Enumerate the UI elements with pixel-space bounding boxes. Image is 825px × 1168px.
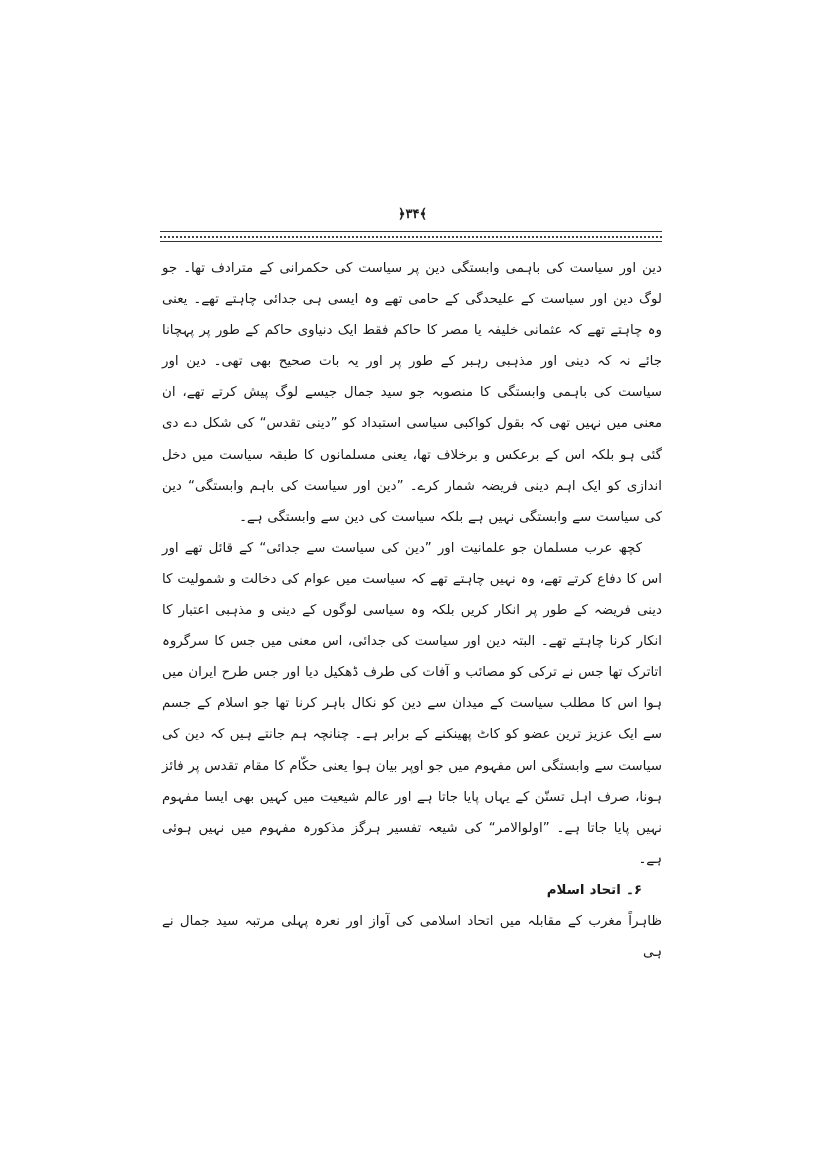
header-rule-dotted xyxy=(160,236,662,238)
section-heading: ۶۔ اتحاد اسلام xyxy=(546,882,642,898)
paragraph-1: دین اور سیاست کی باہمی وابستگی دین پر سیاست کی حکمرانی کے مترادف تھا۔ جو لوگ دین اور سیاست کے علیحدگی کے حامی تھے وہ ایسی ہی جدائی چاہتے تھے۔ یعنی وہ چاہتے تھے کہ عثمانی خلیفہ یا مصر کا حاکم فقط ایک دنیاوی حاکم کے طور پر پہچانا جائے نہ کہ دینی اور مذہبی رہبر کے طور پر اور یہ بات صحیح بھی تھی۔ دین اور سیاست کی باہمی وابستگی کا منصوبہ جو سید جمال جیسے لوگ پیش کرتے تھے، ان معنی میں نہیں تھی کہ بقول کواکبی سیاسی استبداد کو ”دینی تقدس“ کی شکل دے دی گئی ہو بلکہ اس کے برعکس و برخلاف تھا، یعنی مسلمانوں کا طبقہ سیاست میں دخل اندازی کو ایک اہم دینی فریضہ شمار کرے۔ ”دین اور سیاست کی باہم وابستگی“ دین کی سیاست سے وابستگی نہیں ہے بلکہ سیاست کی دین سے وابستگی ہے۔ xyxy=(162,261,662,525)
page-number: ﴾۳۴﴿ xyxy=(397,207,428,222)
paragraph-2: کچھ عرب مسلمان جو علمانیت اور ”دین کی سیاست سے جدائی“ کے قائل تھے اور اس کا دفاع کرتے تھے، وہ نہیں چاہتے تھے کہ سیاست میں عوام کی دخالت و شمولیت کا دینی فریضہ کے طور پر انکار کریں بلکہ وہ سیاسی لوگوں کے دینی و مذہبی اعتبار کا انکار کرنا چاہتے تھے۔ البتہ دین اور سیاست کی جدائی، اس معنی میں جس کا سرگروہ اتاترک تھا جس نے ترکی کو مصائب و آفات کی طرف ڈھکیل دیا اور جس طرح ایران میں ہوا اس کا مطلب سیاست کے میدان سے دین کو نکال باہر کرنا تھا جو اسلام کے جسم سے ایک عزیز ترین عضو کو کاٹ پھینکنے کے برابر ہے۔ چنانچہ ہم جانتے ہیں کہ دین کی سیاست سے وابستگی اس مفہوم میں جو اوپر بیان ہوا یعنی حکّام کا مقام تقدس پر فائز ہونا، صرف اہل تسنّن کے یہاں پایا جاتا ہے اور عالم شیعیت میں کہیں بھی ایسا مفہوم نہیں پایا جاتا ہے۔ ”اولوالامر“ کی شیعہ تفسیر ہرگز مذکورہ مفہوم میں نہیں ہوئی ہے۔ xyxy=(162,540,662,867)
page-body xyxy=(162,253,662,968)
header-rule-top xyxy=(160,231,662,232)
paragraph-3: ظاہراً مغرب کے مقابلہ میں اتحاد اسلامی کی آواز اور نعرہ پہلی مرتبہ سید جمال نے ہی xyxy=(162,913,662,961)
header-rule-bottom xyxy=(160,241,662,242)
